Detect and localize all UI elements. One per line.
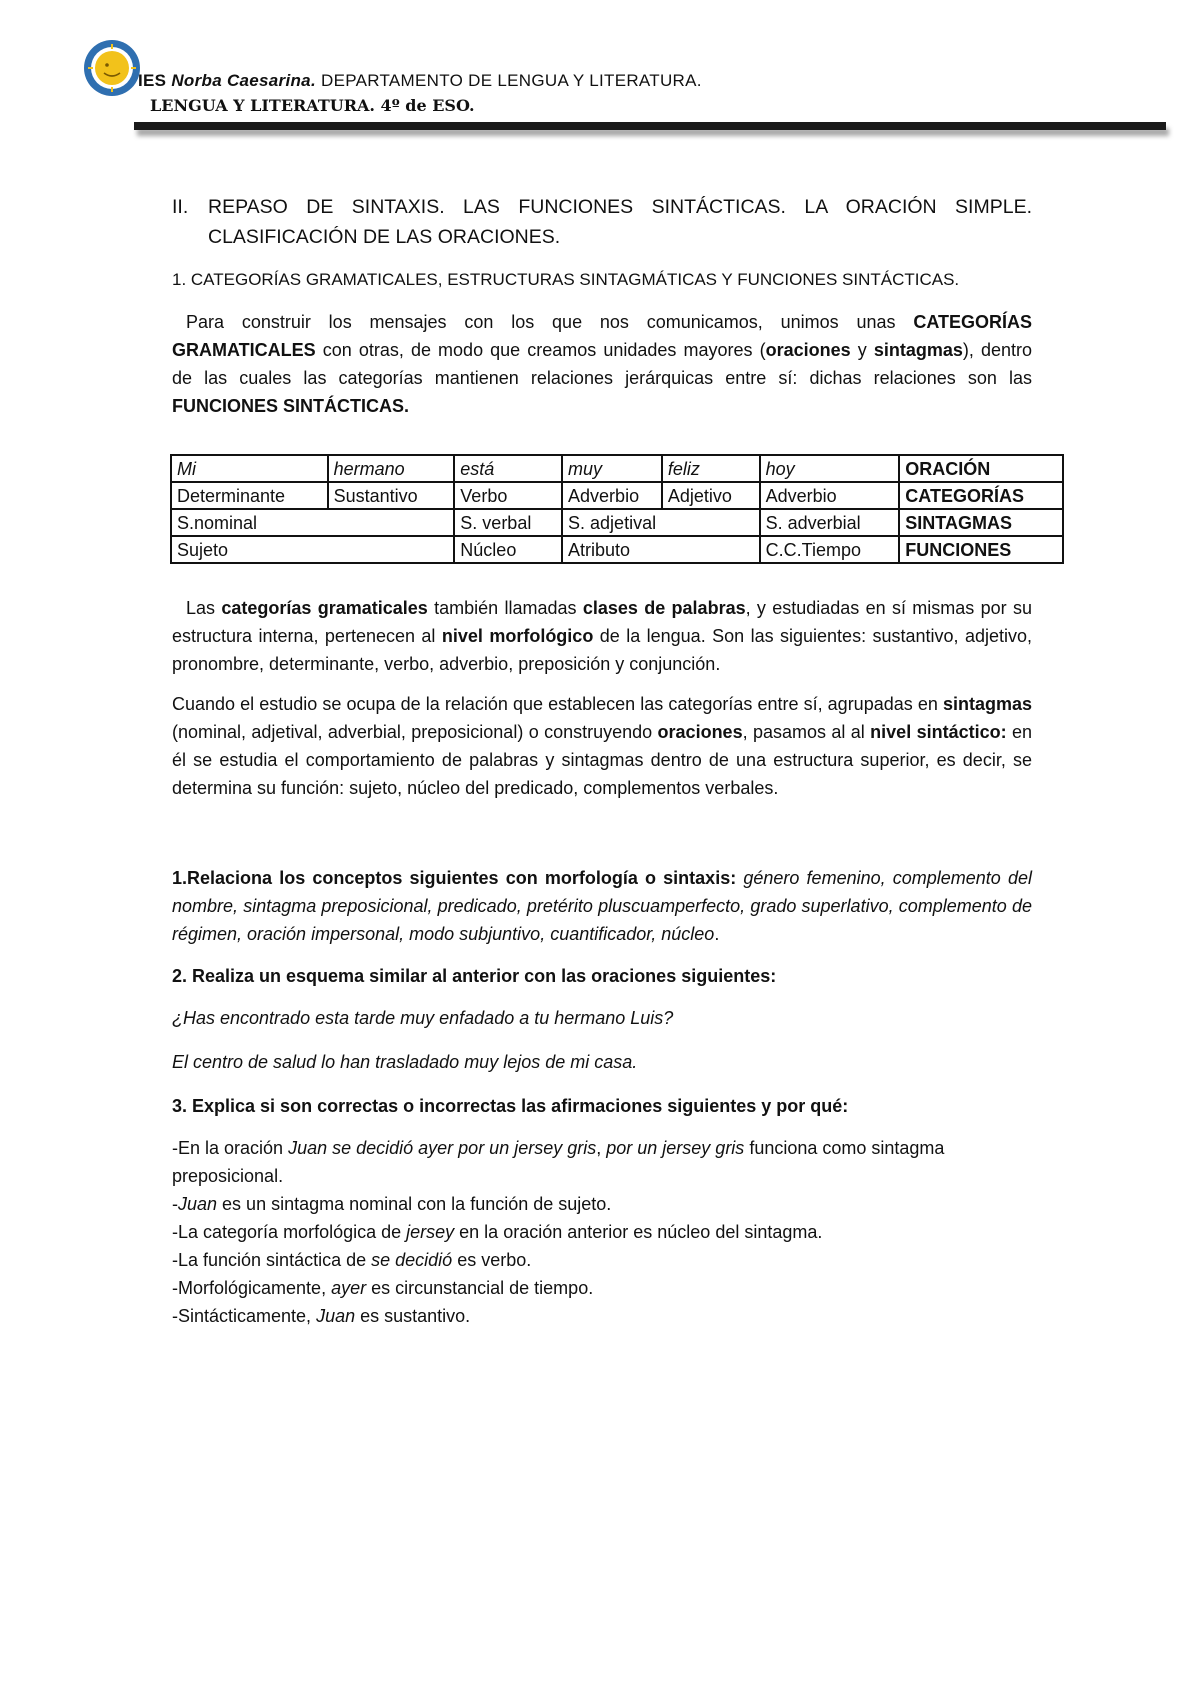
statement-text: -Morfológicamente, xyxy=(172,1278,332,1298)
exercise-2-label-text: 2. Realiza un esquema similar al anterior con las oraciones siguientes: xyxy=(172,966,777,986)
para-text: , y estudiadas en sí mismas por su estructura interna, pertenecen al xyxy=(172,598,1032,646)
para-bold: categorías gramaticales xyxy=(221,598,428,618)
para-text: Las xyxy=(186,598,222,618)
header-prefix: IES xyxy=(138,71,172,90)
statement-1 xyxy=(172,1134,1032,1190)
table-cell-label: SINTAGMAS xyxy=(899,509,1063,536)
header-divider xyxy=(134,122,1166,130)
statement-text: es un sintagma nominal con la función de sujeto. xyxy=(217,1194,612,1214)
statement-5 xyxy=(172,1274,1032,1302)
statement-text: - xyxy=(172,1194,178,1214)
intro-text: y xyxy=(850,340,874,360)
table-cell: Núcleo xyxy=(454,536,562,563)
para-text: en él se estudia el comportamiento de palabras y sintagmas dentro de una estructura superior, es decir, se determina su función: sujeto, núcleo del predicado, complementos verbales. xyxy=(172,722,1032,798)
header-department: DEPARTAMENTO DE LENGUA Y LITERATURA. xyxy=(315,71,702,90)
grammar-table xyxy=(170,454,1064,564)
para-bold: nivel sintáctico: xyxy=(870,722,1007,742)
header-school-line xyxy=(138,71,702,91)
statement-text: -La función sintáctica de xyxy=(172,1250,372,1270)
table-cell: S. verbal xyxy=(454,509,562,536)
statement-6 xyxy=(172,1302,1032,1330)
exercise-2-sentence-1: ¿Has encontrado esta tarde muy enfadado a tu hermano Luis? xyxy=(172,1008,674,1028)
intro-bold: oraciones xyxy=(765,340,851,360)
statement-italic: jersey xyxy=(406,1222,455,1242)
table-cell: Adjetivo xyxy=(662,482,760,509)
intro-paragraph xyxy=(172,308,1032,420)
intro-bold: sintagmas xyxy=(873,340,963,360)
header-school-name: Norba Caesarina. xyxy=(171,71,316,90)
statement-text: , xyxy=(596,1138,607,1158)
school-logo-icon xyxy=(82,38,142,98)
table-cell: C.C.Tiempo xyxy=(760,536,900,563)
exercise-3-label xyxy=(172,1092,1032,1120)
exercise-1 xyxy=(172,864,1032,948)
exercise-3-label-text: 3. Explica si son correctas o incorrectas las afirmaciones siguientes y por qué: xyxy=(172,1096,849,1116)
header-course: LENGUA Y LITERATURA. 4º de ESO. xyxy=(150,96,475,115)
table-cell-label: FUNCIONES xyxy=(899,536,1063,563)
para-text: Cuando el estudio se ocupa de la relación que establecen las categorías entre sí, agrupadas en xyxy=(172,694,943,714)
statement-3 xyxy=(172,1218,1032,1246)
table-cell: está xyxy=(454,455,562,482)
table-cell: feliz xyxy=(662,455,760,482)
table-cell: S.nominal xyxy=(171,509,454,536)
table-cell: hoy xyxy=(760,455,900,482)
para-bold: nivel morfológico xyxy=(441,626,594,646)
para-bold: clases de palabras xyxy=(582,598,746,618)
statement-text: -La categoría morfológica de xyxy=(172,1222,407,1242)
statement-text: es circunstancial de tiempo. xyxy=(366,1278,594,1298)
para-bold: sintagmas xyxy=(942,694,1032,714)
para-text: también llamadas xyxy=(427,598,583,618)
exercise-3-statements xyxy=(172,1134,1032,1330)
table-cell: Mi xyxy=(171,455,328,482)
table-cell: Verbo xyxy=(454,482,562,509)
table-row xyxy=(171,482,1063,509)
exercise-2-label xyxy=(172,962,1032,990)
table-cell: Sustantivo xyxy=(328,482,455,509)
table-cell: hermano xyxy=(328,455,455,482)
table-cell: Adverbio xyxy=(562,482,662,509)
statement-2 xyxy=(172,1190,1032,1218)
para-text: (nominal, adjetival, adverbial, preposicional) o construyendo xyxy=(172,722,658,742)
statement-italic: Juan se decidió ayer por un jersey gris xyxy=(288,1138,597,1158)
title-numeral: II. xyxy=(172,196,189,218)
categories-paragraph xyxy=(172,594,1032,678)
statement-text: -En la oración xyxy=(172,1138,289,1158)
para-bold: oraciones xyxy=(657,722,743,742)
section-heading: 1. CATEGORÍAS GRAMATICALES, ESTRUCTURAS SINTAGMÁTICAS Y FUNCIONES SINTÁCTICAS. xyxy=(172,270,960,289)
exercise-1-items: género femenino, complemento del nombre, sintagma preposicional, predicado, pretérito pluscuamperfecto, grado superlativo, complemento de régimen, oración impersonal, modo subjuntivo, cuantificador, núcleo xyxy=(172,868,1032,944)
table-cell: Adverbio xyxy=(760,482,900,509)
statement-italic: Juan xyxy=(316,1306,356,1326)
table-cell: S. adverbial xyxy=(760,509,900,536)
table-cell-label: ORACIÓN xyxy=(899,455,1063,482)
exercise-2-sentence-2: El centro de salud lo han trasladado muy lejos de mi casa. xyxy=(172,1052,638,1072)
exercise-1-end: . xyxy=(714,924,720,944)
statement-italic: por un jersey gris xyxy=(606,1138,745,1158)
table-cell: S. adjetival xyxy=(562,509,760,536)
para-text: de la lengua. Son las siguientes: sustantivo, adjetivo, pronombre, determinante, verbo, adverbio, preposición y conjunción. xyxy=(172,626,1033,674)
statement-italic: Juan xyxy=(178,1194,218,1214)
statement-text: funciona como sintagma preposicional. xyxy=(172,1138,945,1186)
statement-italic: se decidió xyxy=(371,1250,453,1270)
main-content xyxy=(172,192,1032,1330)
intro-bold: FUNCIONES SINTÁCTICAS. xyxy=(172,396,410,416)
intro-text: Para construir los mensajes con los que nos comunicamos, unimos unas xyxy=(186,312,914,332)
statement-text: en la oración anterior es núcleo del sintagma. xyxy=(454,1222,823,1242)
table-cell: Atributo xyxy=(562,536,760,563)
intro-text: ), dentro de las cuales las categorías mantienen relaciones jerárquicas entre sí: dichas relaciones son las xyxy=(172,340,1032,388)
intro-text: con otras, de modo que creamos unidades mayores ( xyxy=(315,340,766,360)
table-cell: Determinante xyxy=(171,482,328,509)
statement-text: es verbo. xyxy=(452,1250,532,1270)
table-cell-label: CATEGORÍAS xyxy=(899,482,1063,509)
para-text: , pasamos al al xyxy=(742,722,871,742)
statement-italic: ayer xyxy=(331,1278,367,1298)
syntax-paragraph xyxy=(172,690,1032,802)
exercise-1-label: 1.Relaciona los conceptos siguientes con morfología o sintaxis: xyxy=(172,868,737,888)
table-row xyxy=(171,509,1063,536)
table-row xyxy=(171,455,1063,482)
table-row xyxy=(171,536,1063,563)
intro-bold: CATEGORÍAS GRAMATICALES xyxy=(172,312,1032,360)
statement-text: es sustantivo. xyxy=(355,1306,471,1326)
statement-4 xyxy=(172,1246,1032,1274)
page-title xyxy=(172,192,1032,252)
title-text: REPASO DE SINTAXIS. LAS FUNCIONES SINTÁCTICAS. LA ORACIÓN SIMPLE. CLASIFICACIÓN DE LAS ORACIONES. xyxy=(208,196,1032,248)
statement-text: -Sintácticamente, xyxy=(172,1306,317,1326)
table-cell: Sujeto xyxy=(171,536,454,563)
table-cell: muy xyxy=(562,455,662,482)
